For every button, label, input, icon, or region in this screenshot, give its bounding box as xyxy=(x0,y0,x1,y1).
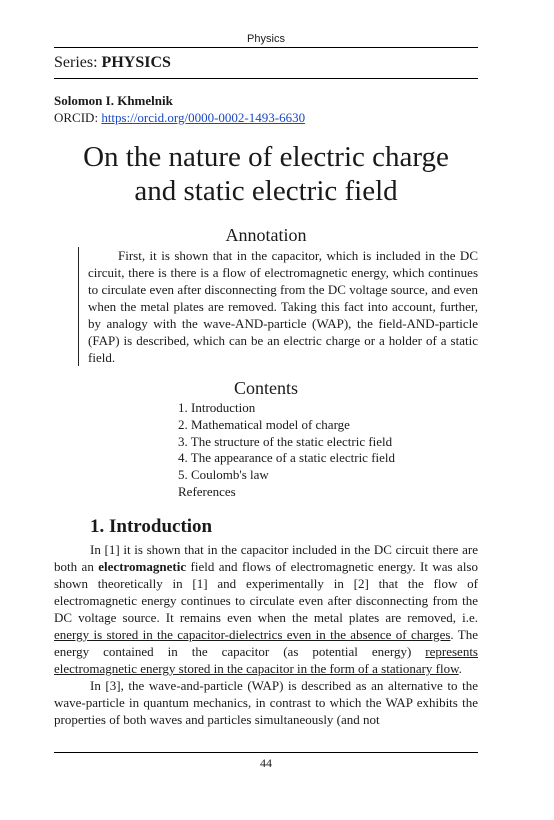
p1-text-e: . The energy contained in the capacitor (as potential energy) xyxy=(54,627,478,659)
toc-item: 3. The structure of the static electric field xyxy=(178,433,393,449)
header-rule xyxy=(54,47,478,48)
annotation-heading: Annotation xyxy=(225,225,307,245)
running-head: Physics xyxy=(247,33,285,45)
title-line-1: On the nature of electric charge xyxy=(83,141,449,173)
section-heading: 1. Introduction xyxy=(90,516,213,537)
toc-item: 2. Mathematical model of charge xyxy=(178,416,350,432)
section-body xyxy=(54,541,478,728)
annotation-block xyxy=(78,247,478,366)
orcid-line xyxy=(54,110,305,126)
orcid-label: ORCID: xyxy=(54,110,99,125)
annotation-text: First, it is shown that in the capacitor, which is included in the DC circuit, there is there is a flow of electromagnetic energy, which continues to circulate even after disconnecting from the DC voltage source, and even when the metal plates are removed. Taking this fact into account, further, by analogy with the wave-AND-particle (WAP), the field-AND-particle (FAP) is described, which can be an electric charge or a holder of a static field. xyxy=(88,248,478,365)
toc-item: 5. Coulomb's law xyxy=(178,467,269,483)
series-rule xyxy=(54,78,478,79)
toc-item: 4. The appearance of a static electric field xyxy=(178,450,396,466)
footer-rule xyxy=(54,752,478,753)
toc-item: References xyxy=(178,483,236,499)
p1-underlined-1: energy is stored in the capacitor-dielectrics even in the absence of charges xyxy=(54,627,451,642)
contents-heading: Contents xyxy=(233,378,298,398)
toc-item: 1. Introduction xyxy=(178,400,256,415)
p1-text-g: . xyxy=(458,661,462,676)
p1-text-a: In [1] it is shown that in the capacitor included in the DC circuit there are both an xyxy=(54,542,478,574)
p1-text-c: field and flows of electromagnetic energy. It was also shown theoretically in [1] and experimentally in [2] that the flow of electromagnetic energy continues to circulate even after disconnecting from the DC voltage source. It remains even when the metal plates are removed, i.e. xyxy=(54,559,478,625)
series-name: PHYSICS xyxy=(101,54,171,71)
page-number: 44 xyxy=(260,756,272,770)
paper-title xyxy=(54,140,478,208)
table-of-contents xyxy=(178,400,395,501)
p1-underlined-2: represents electromagnetic energy stored in the capacitor in the form of a stationary flow xyxy=(54,644,478,676)
series-label: Series: xyxy=(54,54,98,71)
paragraph-2: In [3], the wave-and-particle (WAP) is described as an alternative to the wave-particle in quantum mechanics, in contrast to which the WAP exhibits the properties of both waves and particles simultaneously (and not xyxy=(54,678,478,727)
paragraph-1 xyxy=(54,541,478,677)
author-name: Solomon I. Khmelnik xyxy=(54,93,173,108)
p1-bold-term: electromagnetic xyxy=(98,559,187,574)
orcid-link[interactable]: https://orcid.org/0000-0002-1493-6630 xyxy=(101,110,306,125)
series-line xyxy=(54,54,171,72)
title-line-2: and static electric field xyxy=(134,175,398,207)
paper-page xyxy=(54,0,478,820)
